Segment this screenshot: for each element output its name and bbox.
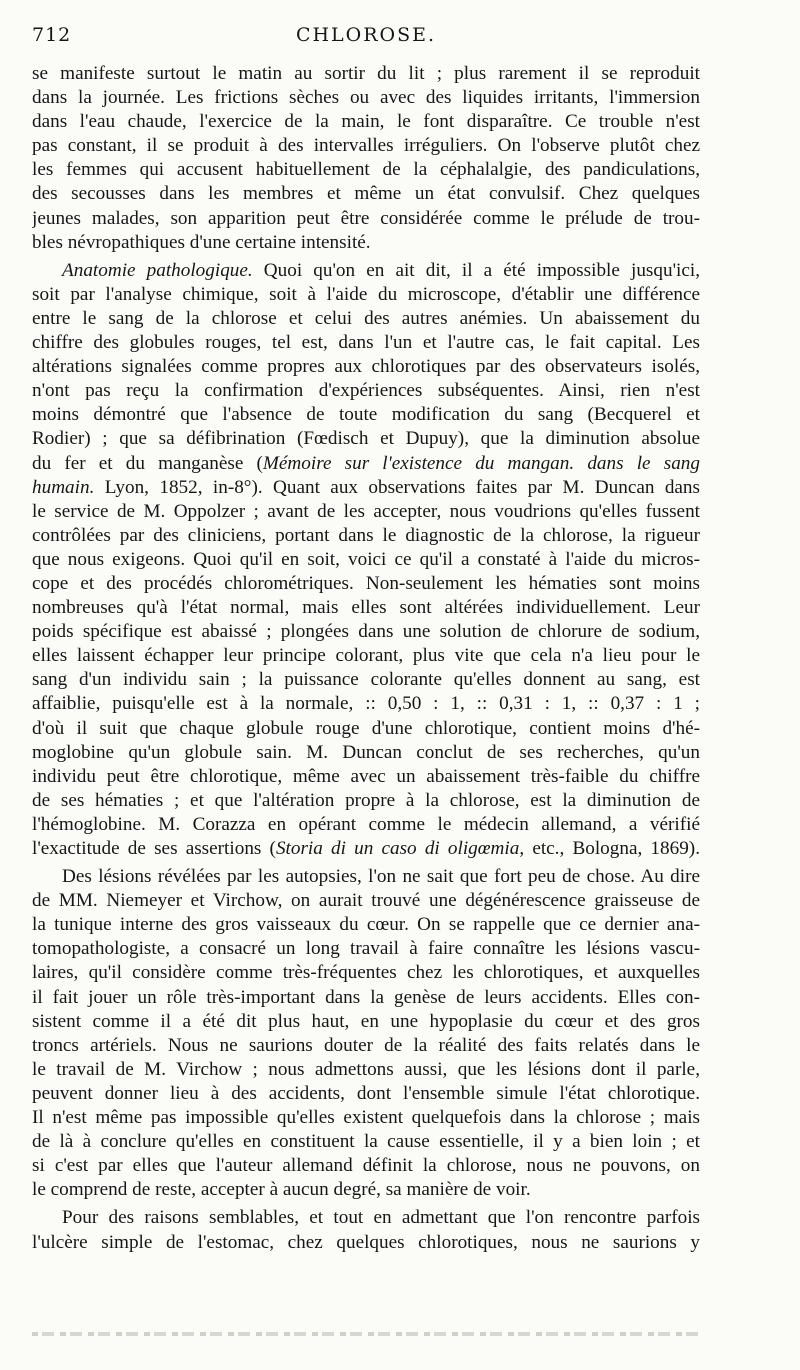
text-line: chiffre des globules rouges, tel est, dans l'un et l'autre cas, le fait capital. Les [32,332,700,354]
text-line: elles laissent échapper leur principe colorant, plus vite que cela n'a lieu pour le [32,645,700,667]
text-line: il fait jouer un rôle très-important dans la genèse de leurs accidents. Elles con- [32,986,700,1008]
text-line: pas constant, il se produit à des intervalles irréguliers. On l'observe plutôt chez [32,135,700,157]
text-line: de là à conclure qu'elles en constituent la cause essentielle, il y a bien loin ; et [32,1131,700,1153]
text-line: Il n'est même pas impossible qu'elles existent quelquefois dans la chlorose ; mais [32,1107,700,1129]
text-line: le travail de M. Virchow ; nous admettons aussi, que les lésions dont il parle, [32,1058,700,1080]
text-line: si c'est par elles que l'auteur allemand définit la chlorose, nous ne pouvons, on [32,1155,700,1177]
page-number: 712 [32,24,72,46]
text-line: Des lésions révélées par les autopsies, l'on ne sait que fort peu de chose. Au dire [62,866,700,888]
text-line: la tunique interne des gros vaisseaux du cœur. On se rappelle que ce dernier ana- [32,914,700,936]
text-line: de ses hématies ; et que l'altération propre à la chlorose, est la diminution de [32,789,700,811]
footer-print-smudge [32,1332,700,1336]
body-text [32,62,700,1255]
text-line: des secousses dans les membres et même un état convulsif. Chez quelques [32,183,700,205]
text-line: nombreuses qu'à l'état normal, mais elles sont altérées individuellement. Leur [32,597,700,619]
text-line: Anatomie pathologique. Quoi qu'on en ait dit, il a été impossible jusqu'ici, [62,259,700,281]
text-line: dans l'eau chaude, l'exercice de la main, le font disparaître. Ce trouble n'est [32,111,700,133]
text-line: Pour des raisons semblables, et tout en admettant que l'on rencontre parfois [62,1207,700,1229]
text-line: troncs artériels. Nous ne saurions douter de la réalité des faits relatés dans le [32,1034,700,1056]
italic-run: Mémoire sur l'existence du mangan. dans le sang [262,452,700,474]
italic-run: humain. [32,476,95,498]
text-line: d'où il suit que chaque globule rouge d'une chlorotique, contient moins d'hé- [32,717,700,739]
text-line: jeunes malades, son apparition peut être considérée comme le prélude de trou- [32,207,700,229]
text-line: individu peut être chlorotique, même avec un abaissement très-faible du chiffre [32,765,700,787]
text-line: contrôlées par des cliniciens, portant dans le diagnostic de la chlorose, la rigueur [32,524,700,546]
text-line: l'exactitude de ses assertions (Storia di un caso di oligœmia, etc., Bologna, 1869). [32,838,700,859]
text-line: l'ulcère simple de l'estomac, chez quelques chlorotiques, nous ne saurions y [32,1231,700,1253]
text-line: le service de M. Oppolzer ; avant de les accepter, nous voudrions qu'elles fussent [32,500,700,522]
text-line: sistent comme il a été dit plus haut, en une hypoplasie du cœur et des gros [32,1010,700,1032]
text-line: entre le sang de la chlorose et celui des autres anémies. Un abaissement du [32,307,700,329]
paragraph [32,865,700,1202]
text-line: bles névropathiques d'une certaine intensité. [32,231,371,253]
italic-run: Anatomie pathologique. [62,259,253,281]
running-title: CHLOROSE. [295,24,437,46]
running-head [32,24,700,54]
text-line: moglobine qu'un globule sain. M. Duncan conclut de ses recherches, qu'un [32,741,700,763]
text-line: cope et des procédés chlorométriques. Non-seulement les hématies sont moins [32,572,700,594]
text-line: soit par l'analyse chimique, soit à l'aide du microscope, d'établir une différence [32,283,700,305]
text-line: dans la journée. Les frictions sèches ou avec des liquides irritants, l'immersion [32,87,700,109]
text-line: affaiblie, puisqu'elle est à la normale, :: 0,50 : 1, :: 0,31 : 1, :: 0,37 : 1 ; [32,693,700,715]
text-line: sang d'un individu sain ; la puissance colorante qu'elles donnent au sang, est [32,669,700,691]
text-line: du fer et du manganèse (Mémoire sur l'existence du mangan. dans le sang [32,452,700,474]
text-line: l'hémoglobine. M. Corazza en opérant comme le médecin allemand, a vérifié [32,813,700,835]
text-line: humain. Lyon, 1852, in-8°). Quant aux observations faites par M. Duncan dans [32,476,700,498]
text-line: les femmes qui accusent habituellement de la céphalalgie, des pandiculations, [32,159,700,181]
text-line: moins démontré que l'absence de toute modification du sang (Becquerel et [32,404,700,426]
text-line: n'ont pas reçu la confirmation d'expériences subséquentes. Ainsi, rien n'est [32,380,700,402]
text-line: peuvent donner lieu à des accidents, dont l'ensemble simule l'état chlorotique. [32,1082,700,1104]
paragraph [32,1206,700,1254]
paragraph [32,259,700,861]
text-line: de MM. Niemeyer et Virchow, on aurait trouvé une dégénérescence graisseuse de [32,890,700,912]
text-line: tomopathologiste, a consacré un long travail à faire connaître les lésions vascu- [32,938,700,960]
text-line: le comprend de reste, accepter à aucun degré, sa manière de voir. [32,1179,531,1201]
text-line: altérations signalées comme propres aux chlorotiques par des observateurs isolés, [32,356,700,378]
text-line: Rodier) ; que sa défibrination (Fœdisch et Dupuy), que la diminution absolue [32,428,700,450]
text-line: se manifeste surtout le matin au sortir du lit ; plus rarement il se reproduit [32,63,700,84]
text-line: poids spécifique est abaissé ; plongées dans une solution de chlorure de sodium, [32,621,700,643]
text-line: laires, qu'il considère comme très-fréquentes chez les chlorotiques, et auxquelles [32,962,700,984]
paragraph [32,62,700,255]
italic-run: Storia di un caso di oligœmia [275,838,520,859]
text-line: que nous exigeons. Quoi qu'il en soit, voici ce qu'il a constaté à l'aide du micros- [32,548,700,570]
